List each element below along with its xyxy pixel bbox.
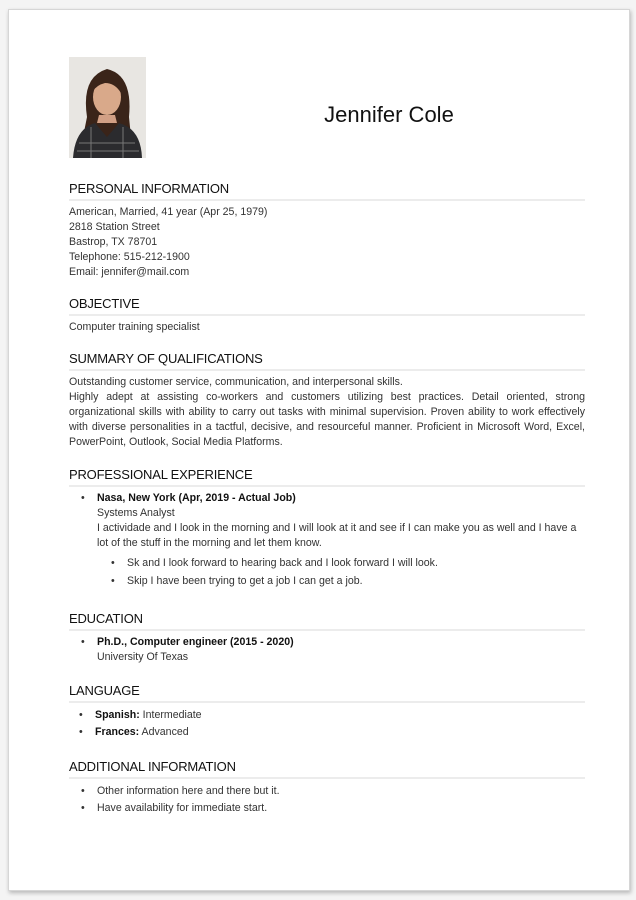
candidate-name: Jennifer Cole [324, 102, 454, 127]
education-section [69, 611, 585, 665]
section-heading: OBJECTIVE [69, 296, 585, 316]
job-description: I actividade and I look in the morning and I will look at it and see if I can make you as well and I have a lot of the stuff in the morning and let them know. [97, 522, 577, 549]
job-role: Systems Analyst [97, 507, 175, 519]
personal-line: Telephone: 515-212-1900 [69, 251, 190, 263]
language-name: Frances: [95, 726, 140, 738]
section-heading: EDUCATION [69, 611, 585, 631]
language-section [69, 683, 585, 741]
language-item [95, 707, 585, 724]
language-level: Intermediate [139, 709, 202, 721]
section-heading: LANGUAGE [69, 683, 585, 703]
language-name: Spanish: [95, 709, 140, 721]
summary-paragraph: Highly adept at assisting co-workers and customers utilizing best practices. Detail oriented, strong organizational skills with ability to carry out tasks with minimal supervision. Proven ability to work effectively with diverse personalities in a tactful, decisive, and resourceful manner. Proficient in Microsoft Word, Excel, PowerPoint, Outlook, Social Media Platforms. [69, 391, 585, 448]
job-bullet: • Skip I have been trying to get a job I can get a job. [127, 572, 585, 590]
personal-line: 2818 Station Street [69, 221, 160, 233]
objective-text: Computer training specialist [69, 321, 200, 333]
degree: Ph.D., Computer engineer (2015 - 2020) [97, 636, 294, 648]
personal-line: Email: jennifer@mail.com [69, 266, 190, 278]
education-item [97, 635, 585, 665]
job-title: Nasa, New York (Apr, 2019 - Actual Job) [97, 492, 296, 504]
resume-page [8, 9, 630, 891]
profile-photo [69, 57, 146, 158]
objective-section [69, 296, 585, 335]
job-item [97, 491, 585, 590]
personal-line: Bastrop, TX 78701 [69, 236, 158, 248]
additional-section [69, 759, 585, 817]
school: University Of Texas [97, 651, 189, 663]
additional-item: • Other information here and there but it. [97, 783, 585, 800]
language-item [95, 724, 585, 741]
additional-item: • Have availability for immediate start. [97, 800, 585, 817]
section-heading: PROFESSIONAL EXPERIENCE [69, 467, 585, 487]
experience-section [69, 467, 585, 590]
section-heading: PERSONAL INFORMATION [69, 181, 585, 201]
language-level: Advanced [139, 726, 189, 738]
section-heading: SUMMARY OF QUALIFICATIONS [69, 351, 585, 371]
personal-line: American, Married, 41 year (Apr 25, 1979) [69, 206, 268, 218]
summary-section [69, 351, 585, 450]
summary-line: Outstanding customer service, communication, and interpersonal skills. [69, 376, 403, 388]
job-bullet: • Sk and I look forward to hearing back and I look forward I will look. [127, 554, 585, 572]
section-heading: ADDITIONAL INFORMATION [69, 759, 585, 779]
personal-section [69, 181, 585, 280]
